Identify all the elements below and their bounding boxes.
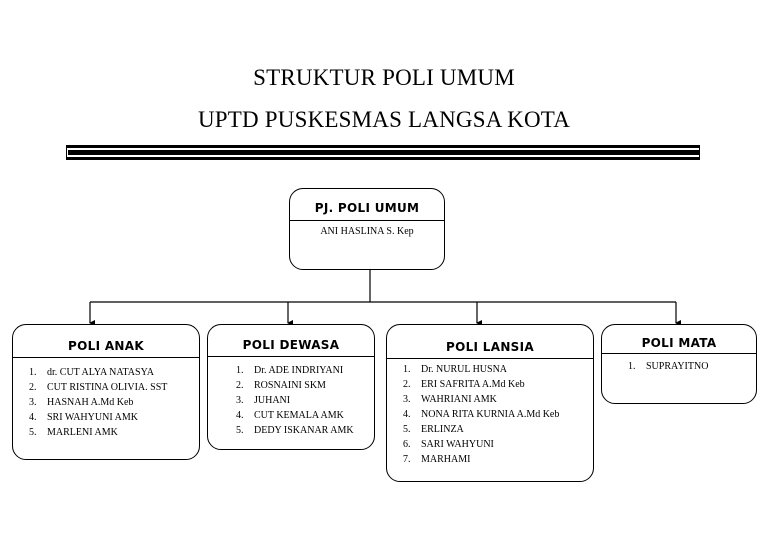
member-list (628, 359, 708, 374)
unit-title: POLI LANSIA (446, 340, 534, 354)
member-list (29, 365, 167, 440)
member-list (403, 362, 559, 467)
unit-divider (208, 356, 374, 357)
unit-box-poli-dewasa (207, 324, 375, 450)
unit-divider (13, 357, 199, 358)
head-unit-divider (290, 220, 444, 221)
unit-box-poli-anak (12, 324, 200, 460)
unit-title: POLI MATA (641, 336, 717, 350)
unit-box-poli-mata (601, 324, 757, 404)
member-item: 5. MARLENI AMK (29, 427, 118, 438)
member-list (236, 363, 354, 438)
member-item: 5. ERLINZA (403, 424, 464, 435)
unit-box-poli-lansia (386, 324, 594, 482)
member-item: 2. ROSNAINI SKM (236, 380, 326, 391)
member-item: 2. CUT RISTINA OLIVIA. SST (29, 382, 168, 393)
member-item: 3. WAHRIANI AMK (403, 394, 497, 405)
organization-name: UPTD PUSKESMAS LANGSA KOTA (197, 107, 571, 132)
member-item: 4. CUT KEMALA AMK (236, 410, 344, 421)
member-item: 7. MARHAMI (403, 454, 471, 465)
head-unit-title: PJ. POLI UMUM (314, 201, 420, 215)
member-item: 3. HASNAH A.Md Keb (29, 397, 134, 408)
unit-title: POLI ANAK (68, 339, 144, 353)
head-unit-box (289, 188, 445, 270)
member-item: 6. SARI WAHYUNI (403, 439, 494, 450)
head-unit-name: ANI HASLINA S. Kep (320, 226, 414, 237)
unit-divider (602, 353, 756, 354)
member-item: 2. ERI SAFRITA A.Md Keb (403, 379, 525, 390)
member-item: 1. Dr. NURUL HUSNA (403, 364, 508, 375)
unit-divider (387, 358, 593, 359)
member-item: 4. SRI WAHYUNI AMK (29, 412, 138, 423)
chart-title: STRUKTUR POLI UMUM (253, 65, 515, 90)
unit-title: POLI DEWASA (242, 338, 340, 352)
member-item: 5. DEDY ISKANAR AMK (236, 425, 354, 436)
member-item: 1. SUPRAYITNO (628, 361, 709, 372)
member-item: 1. Dr. ADE INDRIYANI (236, 365, 344, 376)
member-item: 3. JUHANI (236, 395, 291, 406)
member-item: 1. dr. CUT ALYA NATASYA (29, 367, 154, 378)
member-item: 4. NONA RITA KURNIA A.Md Keb (403, 409, 560, 420)
